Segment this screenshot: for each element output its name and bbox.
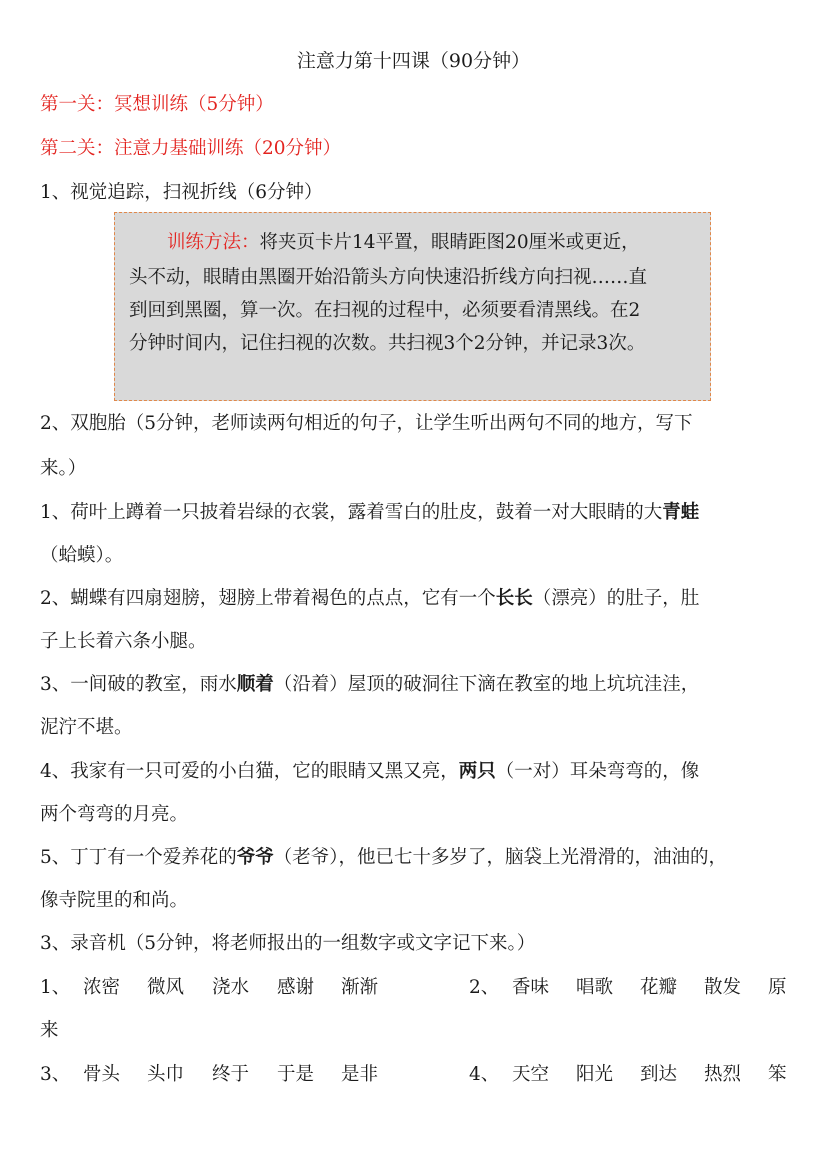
word: 终于 (212, 1064, 250, 1085)
sentence-4-line-2: 两个弯弯的月亮。 (40, 804, 189, 825)
method-box (114, 212, 711, 401)
sentence-2-line-2: 子上长着六条小腿。 (40, 631, 207, 652)
sentence-1 (40, 504, 699, 523)
word: 花瓣 (640, 977, 678, 998)
sentence-text-tail: （一对）耳朵弯弯的，像 (495, 761, 700, 782)
word: 唱歌 (576, 977, 614, 998)
word: 浇水 (212, 977, 250, 998)
sentence-text: 5、丁丁有一个爱养花的 (40, 847, 237, 868)
word-row-1-wrap: 来 (40, 1020, 59, 1041)
method-line-1 (167, 234, 640, 253)
task-visual-tracking: 1、视觉追踪，扫视折线（6分钟） (40, 182, 323, 203)
sentence-keyword: 顺着 (236, 674, 274, 695)
word: 是非 (341, 1064, 379, 1085)
sentence-text-tail: （沿着）屋顶的破洞往下滴在教室的地上坑坑洼洼， (273, 674, 700, 695)
sentence-keyword: 爷爷 (236, 847, 274, 868)
word: 原 (768, 977, 787, 998)
word: 香味 (512, 977, 550, 998)
word: 头巾 (147, 1064, 185, 1085)
word: 阳光 (576, 1064, 614, 1085)
task-twins-line-1: 2、双胞胎（5分钟，老师读两句相近的句子，让学生听出两句不同的地方，写下 (40, 413, 693, 434)
task-twins-line-2: 来。） (40, 458, 87, 479)
method-line-2: 头不动，眼睛由黑圈开始沿箭头方向快速沿折线方向扫视……直 (129, 267, 648, 288)
sentence-text: 3、一间破的教室，雨水 (40, 674, 237, 695)
sentence-text: 1、荷叶上蹲着一只披着岩绿的衣裳，露着雪白的肚皮，鼓着一对大眼睛的大 (40, 502, 663, 523)
method-line-4: 分钟时间内，记住扫视的次数。共扫视3个2分钟，并记录3次。 (129, 333, 646, 354)
method-label: 训练方法： (167, 232, 260, 253)
page-title: 注意力第十四课（90分钟） (296, 50, 531, 72)
sentence-5 (40, 849, 727, 868)
word-group-number: 4、 (469, 1064, 500, 1085)
sentence-keyword: 长长 (495, 588, 533, 609)
sentence-2 (40, 590, 699, 609)
word: 于是 (277, 1064, 315, 1085)
sentence-text-tail: （老爷），他已七十多岁了，脑袋上光滑滑的，油油的， (273, 847, 728, 868)
word-row-2 (0, 1066, 827, 1088)
section-basic-training: 第二关：注意力基础训练（20分钟） (40, 138, 342, 159)
method-line-3: 到回到黑圈，算一次。在扫视的过程中，必须要看清黑线。在2 (129, 300, 641, 321)
word-group-number: 1、 (40, 977, 71, 998)
section-meditation: 第一关：冥想训练（5分钟） (40, 94, 274, 115)
sentence-3-line-2: 泥泞不堪。 (40, 717, 133, 738)
sentence-text: 2、蝴蝶有四扇翅膀，翅膀上带着褐色的点点，它有一个 (40, 588, 496, 609)
word: 笨 (768, 1064, 787, 1085)
word: 散发 (704, 977, 742, 998)
sentence-keyword: 青蛙 (662, 502, 700, 523)
word: 骨头 (83, 1064, 121, 1085)
sentence-text: 4、我家有一只可爱的小白猫，它的眼睛又黑又亮， (40, 761, 459, 782)
word: 微风 (147, 977, 185, 998)
sentence-3 (40, 676, 699, 695)
sentence-1-line-2: （蛤蟆）。 (40, 545, 124, 566)
task-recorder: 3、录音机（5分钟，将老师报出的一组数字或文字记下来。） (40, 933, 536, 954)
word-group-number: 2、 (469, 977, 500, 998)
method-text-1: 将夹页卡片14平置，眼睛距图20厘米或更近， (259, 232, 640, 253)
sentence-text-tail: （漂亮）的肚子，肚 (532, 588, 700, 609)
sentence-4 (40, 763, 699, 782)
word-group-number: 3、 (40, 1064, 71, 1085)
sentence-keyword: 两只 (458, 761, 496, 782)
word-row-1 (0, 979, 827, 1001)
sentence-5-line-2: 像寺院里的和尚。 (40, 890, 189, 911)
word: 感谢 (277, 977, 315, 998)
word: 渐渐 (341, 977, 379, 998)
word: 到达 (640, 1064, 678, 1085)
word: 天空 (512, 1064, 550, 1085)
word: 热烈 (704, 1064, 742, 1085)
word: 浓密 (83, 977, 121, 998)
